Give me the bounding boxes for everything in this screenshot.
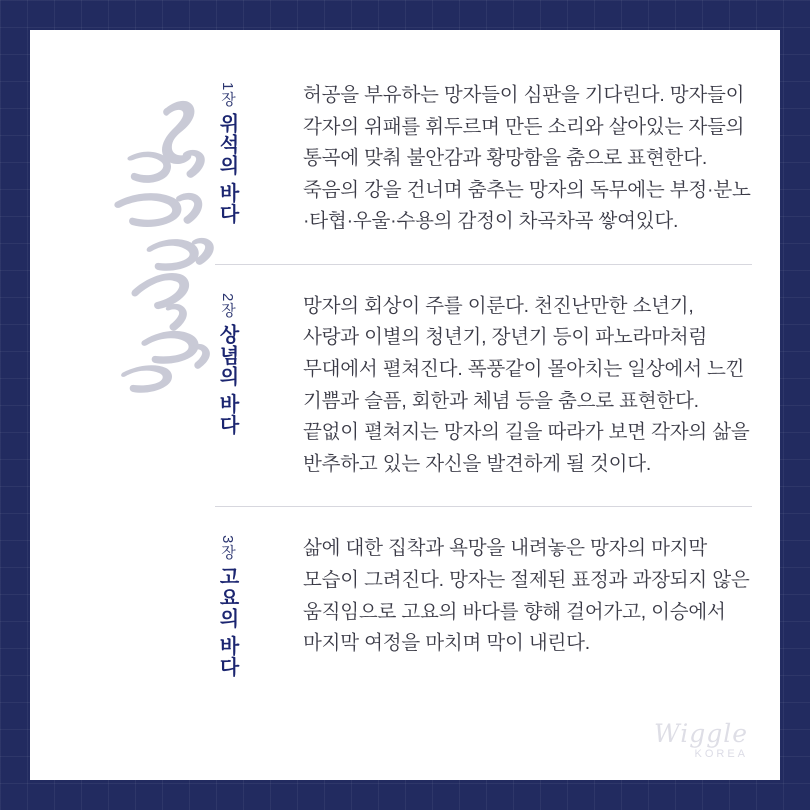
chapter-body-2: 망자의 회상이 주를 이룬다. 천진난만한 소년기, 사랑과 이별의 청년기, 장년기 등이 파노라마처럼 무대에서 펼쳐진다. 폭풍같이 몰아치는 일상에서 느낀 기쁨과 슬픔, 회한과 체념 등을 춤으로 표현한다. 끝없이 펼쳐지는 망자의 길을 따라가 보면 각자의 삶을 반추하고 있는 자신을 발견하게 될 것이다. bbox=[303, 294, 750, 475]
chapter-label-2 bbox=[215, 291, 293, 435]
chapter-section-1 bbox=[215, 48, 752, 264]
chapter-number-2: 2장 bbox=[219, 292, 236, 319]
chapter-body-1: 허공을 부유하는 망자들이 심판을 기다린다. 망자들이 각자의 위패를 휘두르며 만든 소리와 살아있는 자들의 통곡에 맞춰 불안감과 황망함을 춤으로 표현한다. 죽음의 강을 건너며 춤추는 망자의 독무에는 부정·분노·타협·우울·수용의 감정이 차곡차곡 쌓여있다. bbox=[303, 84, 751, 233]
chapter-body-3: 삶에 대한 집착과 욕망을 내려놓은 망자의 마지막 모습이 그려진다. 망자는 절제된 표정과 과장되지 않은 움직임으로 고요의 바다를 향해 걸어가고, 이승에서 마지막 여정을 마치며 막이 내린다. bbox=[303, 537, 750, 655]
watermark-script: Wiggle bbox=[653, 719, 748, 748]
chapter-title-1: 위석의 바다 bbox=[216, 112, 238, 225]
chapter-label-3 bbox=[215, 533, 293, 677]
paper-card bbox=[30, 30, 780, 780]
chapter-label-1 bbox=[215, 80, 293, 224]
watermark-subtitle: KOREA bbox=[694, 748, 748, 760]
chapter-section-2 bbox=[215, 264, 752, 506]
chapter-list bbox=[215, 48, 752, 760]
chapter-title-3: 고요의 바다 bbox=[216, 566, 238, 678]
chapter-body-wrapper-1 bbox=[293, 80, 752, 238]
chapter-title-2: 상념의 바다 bbox=[216, 323, 238, 436]
chapter-number-1: 1장 bbox=[219, 82, 236, 108]
chapter-body-wrapper-2 bbox=[293, 291, 752, 480]
brush-calligraphy-artwork bbox=[70, 60, 225, 400]
chapter-section-3 bbox=[215, 506, 752, 695]
chapter-number-3: 3장 bbox=[219, 535, 236, 561]
chapter-body-wrapper-3 bbox=[293, 533, 752, 659]
